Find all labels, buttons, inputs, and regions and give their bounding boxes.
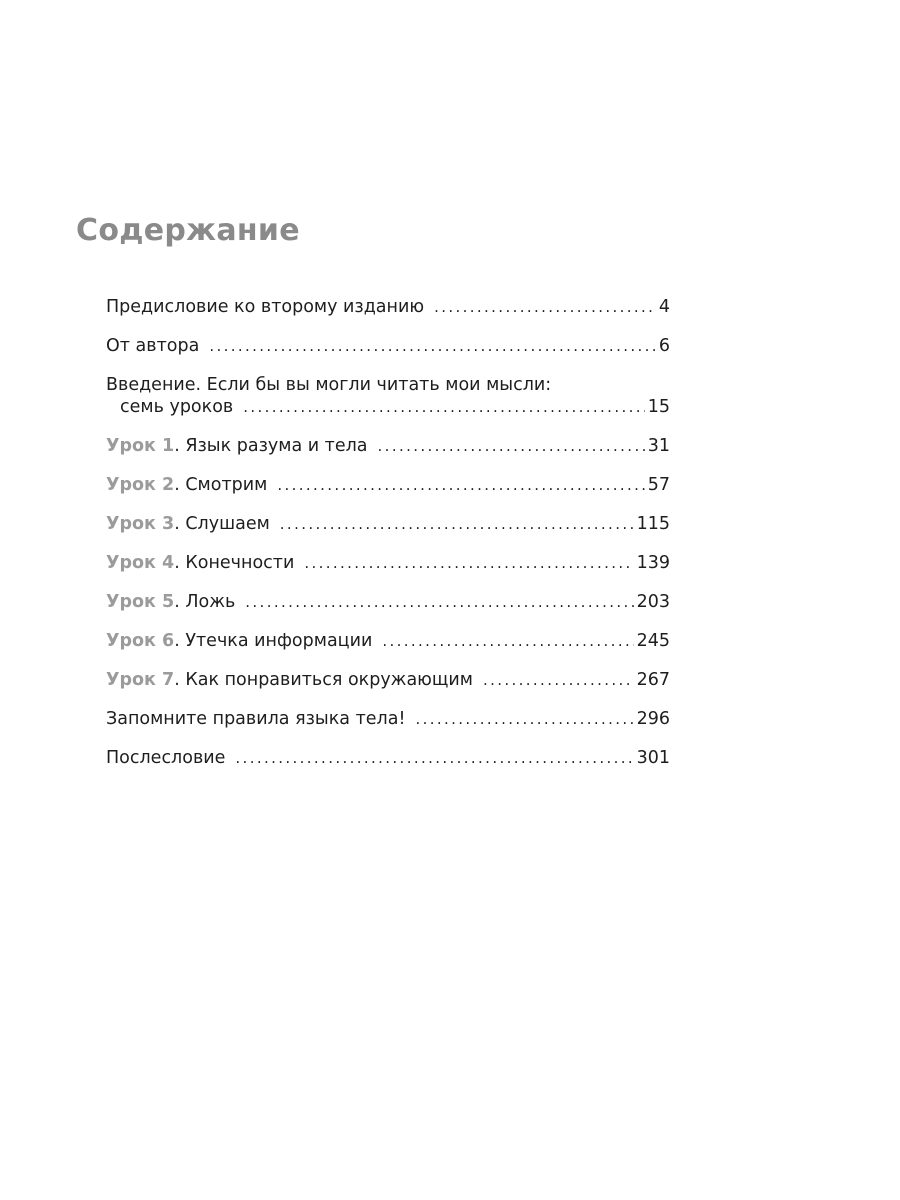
toc-page-number: 301 [636,748,670,768]
lesson-label: Урок 3 [106,514,175,534]
lesson-label: Урок 4 [106,553,175,573]
lesson-label: Урок 7 [106,670,175,690]
toc-entry-afterword[interactable] [106,747,670,769]
toc-entry-title-continued: семь уроков [120,397,234,417]
toc-entry-title: . Язык разума и тела [174,436,368,456]
toc-entry-introduction[interactable] [106,374,670,418]
toc-page-number: 57 [647,475,670,495]
dot-leader [415,708,633,730]
lesson-label: Урок 1 [106,436,175,456]
toc-entry-title: . Ложь [174,592,236,612]
toc-page-number: 4 [658,297,670,317]
toc-entry-title: Введение. Если бы вы могли читать мои мысли: [106,375,552,395]
toc-entry-title: . Утечка информации [174,631,373,651]
lesson-label: Урок 6 [106,631,175,651]
lesson-label: Урок 5 [106,592,175,612]
toc-entry-from-author[interactable] [106,335,670,357]
toc-entry-title: . Смотрим [174,475,268,495]
dot-leader [209,335,656,357]
toc-page-number: 267 [636,670,670,690]
page-title: Содержание [76,213,300,248]
toc-entry-title: От автора [106,336,200,356]
toc-entry-preface[interactable] [106,296,670,318]
toc-entry-title: . Слушаем [174,514,270,534]
toc-page-number: 6 [658,336,670,356]
dot-leader [434,296,656,318]
toc-entry-title: Послесловие [106,748,226,768]
toc-entry-lesson-3[interactable] [106,513,670,535]
toc-entry-title: . Как понравиться окружающим [174,670,473,690]
lesson-label: Урок 2 [106,475,175,495]
toc-page-number: 115 [636,514,670,534]
dot-leader [235,747,633,769]
toc-entry-lesson-1[interactable] [106,435,670,457]
toc-entry-title: Запомните правила языка тела! [106,709,406,729]
toc-entry-title: . Конечности [174,553,295,573]
dot-leader [280,513,634,535]
toc-page-number: 139 [636,553,670,573]
dot-leader [304,552,633,574]
toc-page-number: 296 [636,709,670,729]
dot-leader [243,396,644,418]
toc-entry-lesson-7[interactable] [106,669,670,691]
dot-leader [277,474,644,496]
toc-entry-title: Предисловие ко второму изданию [106,297,425,317]
toc-page-number: 15 [647,397,670,417]
toc-entry-body-language-rules[interactable] [106,708,670,730]
toc-entry-lesson-4[interactable] [106,552,670,574]
toc-entry-lesson-5[interactable] [106,591,670,613]
dot-leader [245,591,633,613]
dot-leader [378,435,645,457]
dot-leader [382,630,633,652]
toc-page-number: 203 [636,592,670,612]
toc-entry-lesson-6[interactable] [106,630,670,652]
table-of-contents [106,296,670,786]
dot-leader [483,669,634,691]
toc-page-number: 245 [636,631,670,651]
toc-entry-lesson-2[interactable] [106,474,670,496]
toc-page-number: 31 [647,436,670,456]
